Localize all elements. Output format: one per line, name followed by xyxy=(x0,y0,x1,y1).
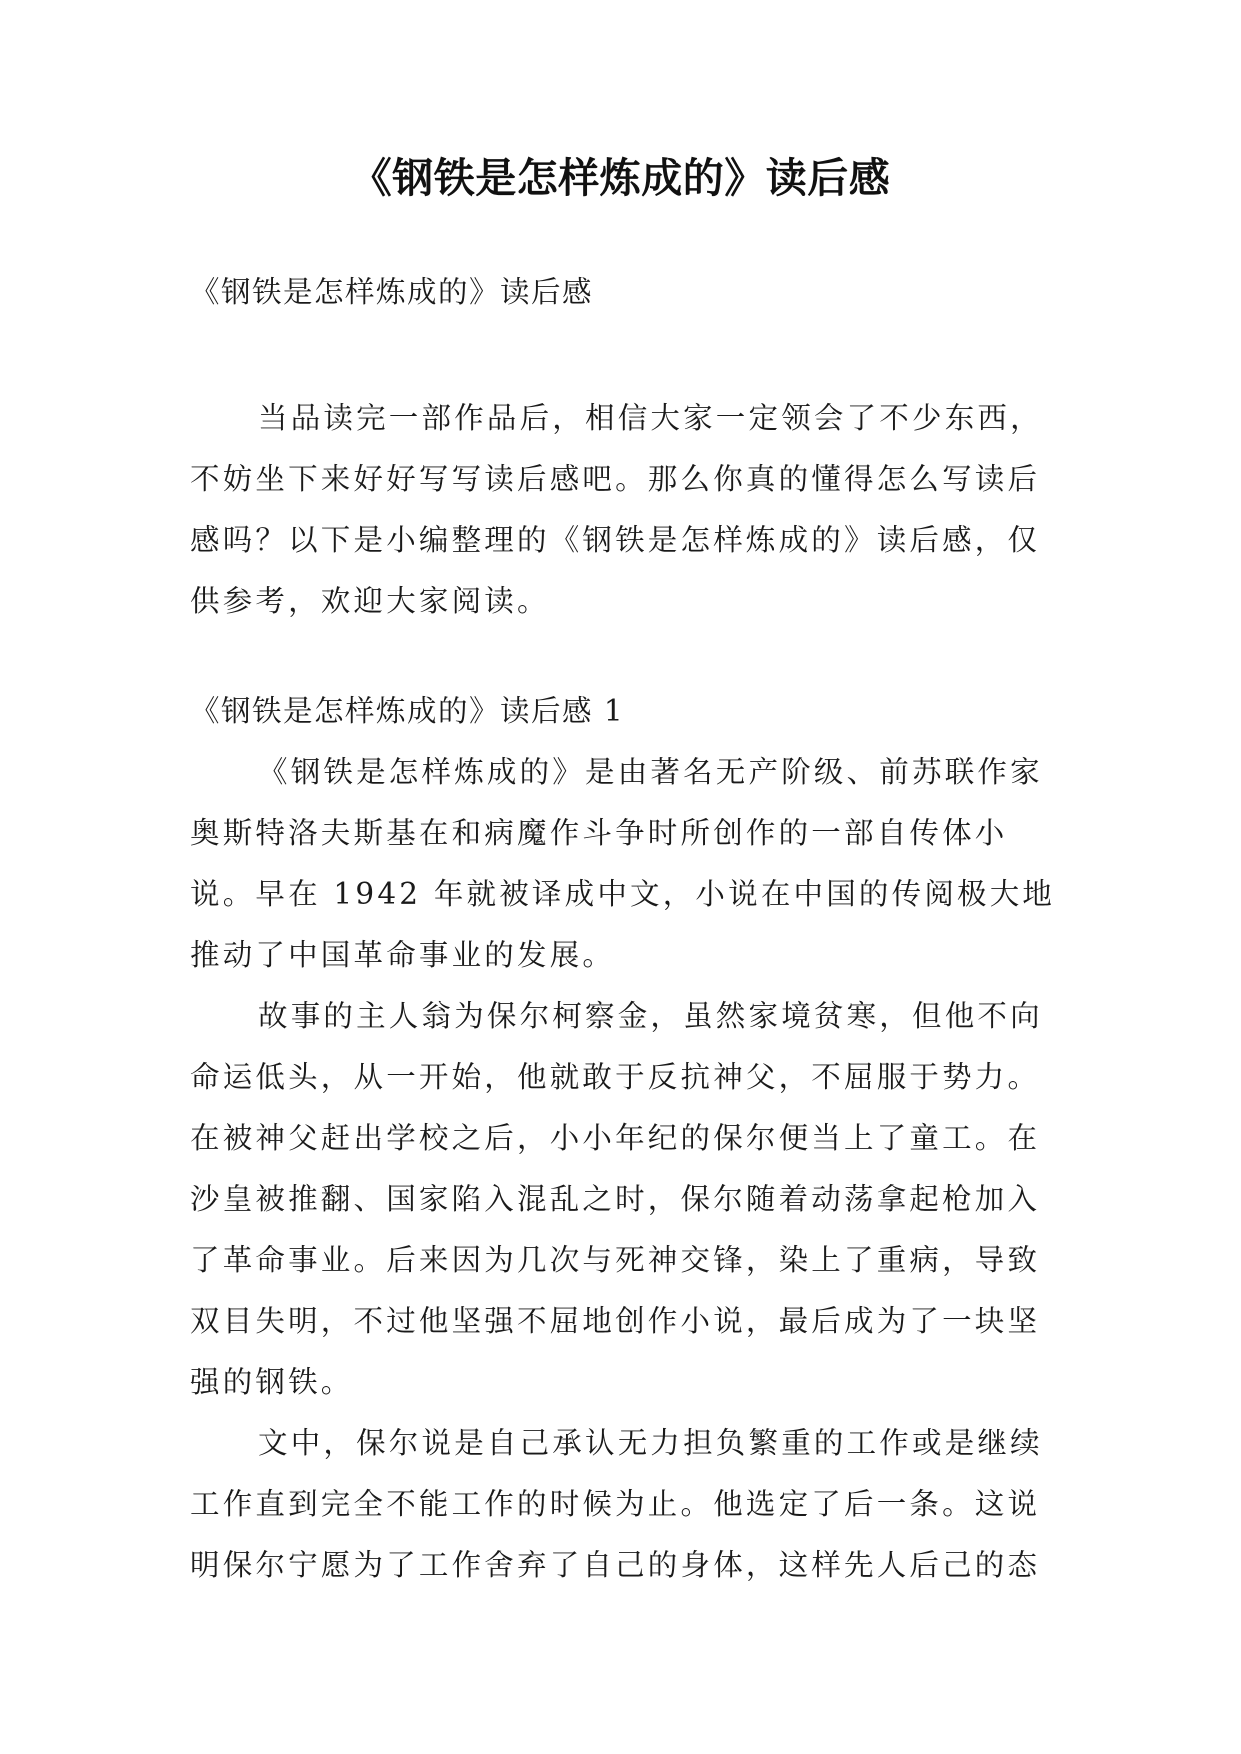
document-subtitle: 《钢铁是怎样炼成的》读后感 xyxy=(190,275,594,309)
body-paragraph-1: 《钢铁是怎样炼成的》是由著名无产阶级、前苏联作家奥斯特洛夫斯基在和病魔作斗争时所创作的一部自传体小说。早在 1942 年就被译成中文，小说在中国的传阅极大地推动了中国革命事业的发展。 xyxy=(190,755,1056,972)
document-title: 《钢铁是怎样炼成的》读后感 xyxy=(350,154,891,202)
intro-paragraph: 当品读完一部作品后，相信大家一定领会了不少东西，不妨坐下来好好写写读后感吧。那么你真的懂得怎么写读后感吗？以下是小编整理的《钢铁是怎样炼成的》读后感，仅供参考，欢迎大家阅读。 xyxy=(190,401,1043,618)
section-heading: 《钢铁是怎样炼成的》读后感 1 xyxy=(190,694,625,728)
body-paragraph-3: 文中，保尔说是自己承认无力担负繁重的工作或是继续工作直到完全不能工作的时候为止。他选定了后一条。这说明保尔宁愿为了工作舍弃了自己的身体，这样先人后己的态 xyxy=(190,1426,1043,1582)
body-paragraph-2: 故事的主人翁为保尔柯察金，虽然家境贫寒，但他不向命运低头，从一开始，他就敢于反抗神父，不屈服于势力。在被神父赶出学校之后，小小年纪的保尔便当上了童工。在沙皇被推翻、国家陷入混乱之时，保尔随着动荡拿起枪加入了革命事业。后来因为几次与死神交锋，染上了重病，导致双目失明，不过他坚强不屈地创作小说，最后成为了一块坚强的钢铁。 xyxy=(190,999,1043,1399)
